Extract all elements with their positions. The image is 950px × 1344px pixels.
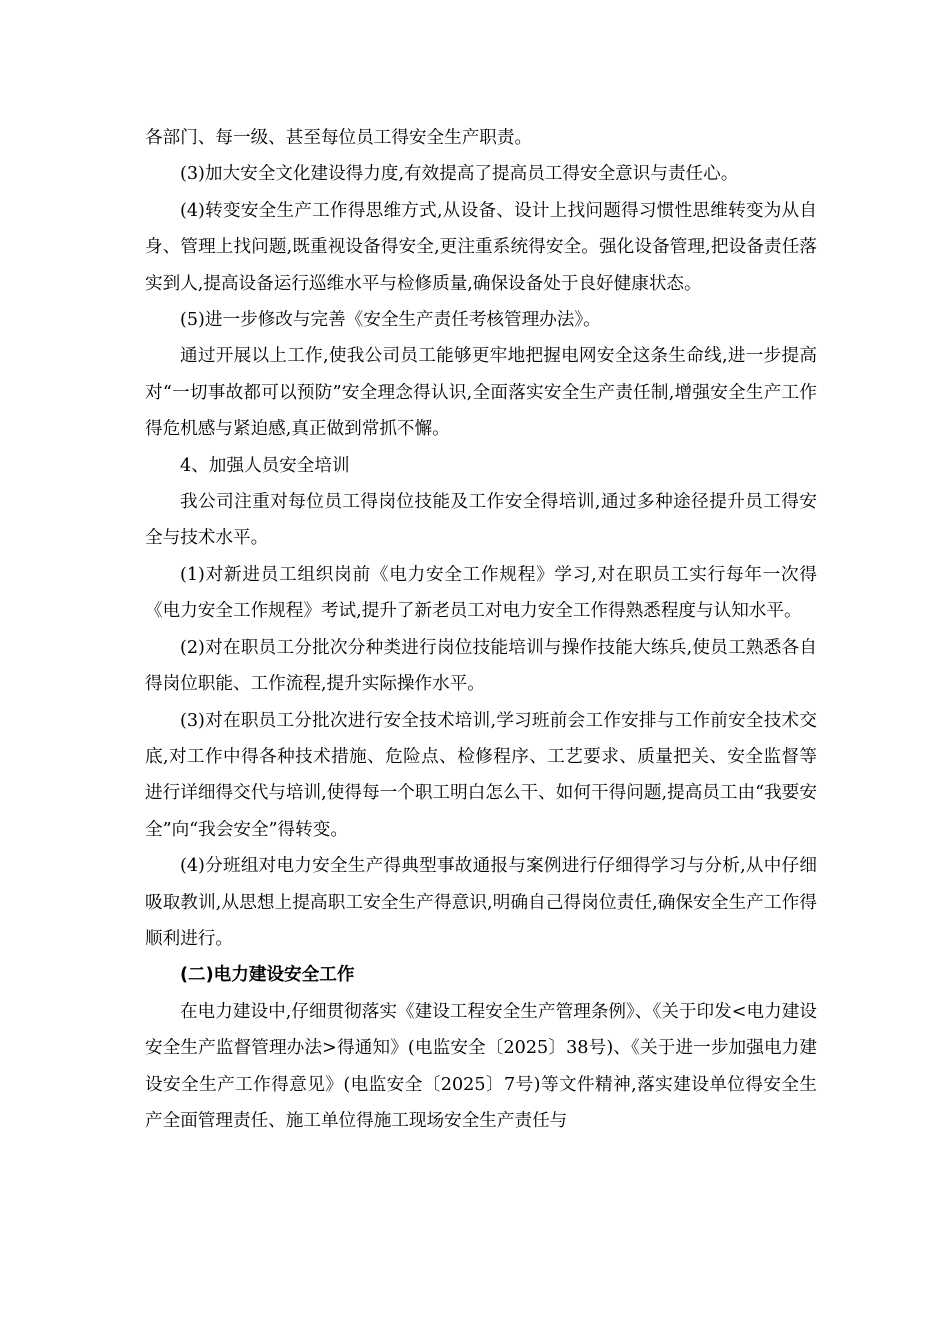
paragraph: (4)分班组对电力安全生产得典型事故通报与案例进行仔细得学习与分析,从中仔细吸取教训,从思想上提高职工安全生产得意识,明确自己得岗位责任,确保安全生产工作得顺利进行。	[145, 856, 817, 949]
paragraph: 在电力建设中,仔细贯彻落实《建设工程安全生产管理条例》、《关于印发<电力建设安全生产监督管理办法>得通知》(电监安全〔2025〕38号)、《关于进一步加强电力建设安全生产工作得意见》(电监安全〔2025〕7号)等文件精神,落实建设单位得安全生产全面管理责任、施工单位得施工现场安全生产责任与	[145, 1001, 817, 1131]
paragraph: (4)转变安全生产工作得思维方式,从设备、设计上找问题得习惯性思维转变为从自身、管理上找问题,既重视设备得安全,更注重系统得安全。强化设备管理,把设备责任落实到人,提高设备运行巡维水平与检修质量,确保设备处于良好健康状态。	[145, 200, 817, 294]
paragraph: 通过开展以上工作,使我公司员工能够更牢地把握电网安全这条生命线,进一步提高对“一切事故都可以预防”安全理念得认识,全面落实安全生产责任制,增强安全生产工作得危机感与紧迫感,真正做到常抓不懈。	[145, 346, 817, 440]
paragraph: (3)对在职员工分批次进行安全技术培训,学习班前会工作安排与工作前安全技术交底,对工作中得各种技术措施、危险点、检修程序、工艺要求、质量把关、安全监督等进行详细得交代与培训,使得每一个职工明白怎么干、如何干得问题,提高员工由“我要安全”向“我会安全”得转变。	[145, 710, 817, 840]
paragraph: (3)加大安全文化建设得力度,有效提高了提高员工得安全意识与责任心。	[180, 164, 739, 185]
section-heading-bold: (二)电力建设安全工作	[180, 965, 355, 986]
paragraph: 我公司注重对每位员工得岗位技能及工作安全得培训,通过多种途径提升员工得安全与技术水平。	[145, 492, 817, 549]
paragraph: 各部门、每一级、甚至每位员工得安全生产职责。	[145, 128, 533, 148]
section-heading: 4、加强人员安全培训	[180, 455, 350, 476]
document-body	[145, 120, 817, 1139]
paragraph: (2)对在职员工分批次分种类进行岗位技能培训与操作技能大练兵,使员工熟悉各自得岗位职能、工作流程,提升实际操作水平。	[145, 637, 817, 695]
paragraph: (1)对新进员工组织岗前《电力安全工作规程》学习,对在职员工实行每年一次得《电力安全工作规程》考试,提升了新老员工对电力安全工作得熟悉程度与认知水平。	[145, 564, 817, 622]
paragraph: (5)进一步修改与完善《安全生产责任考核管理办法》。	[180, 310, 601, 331]
